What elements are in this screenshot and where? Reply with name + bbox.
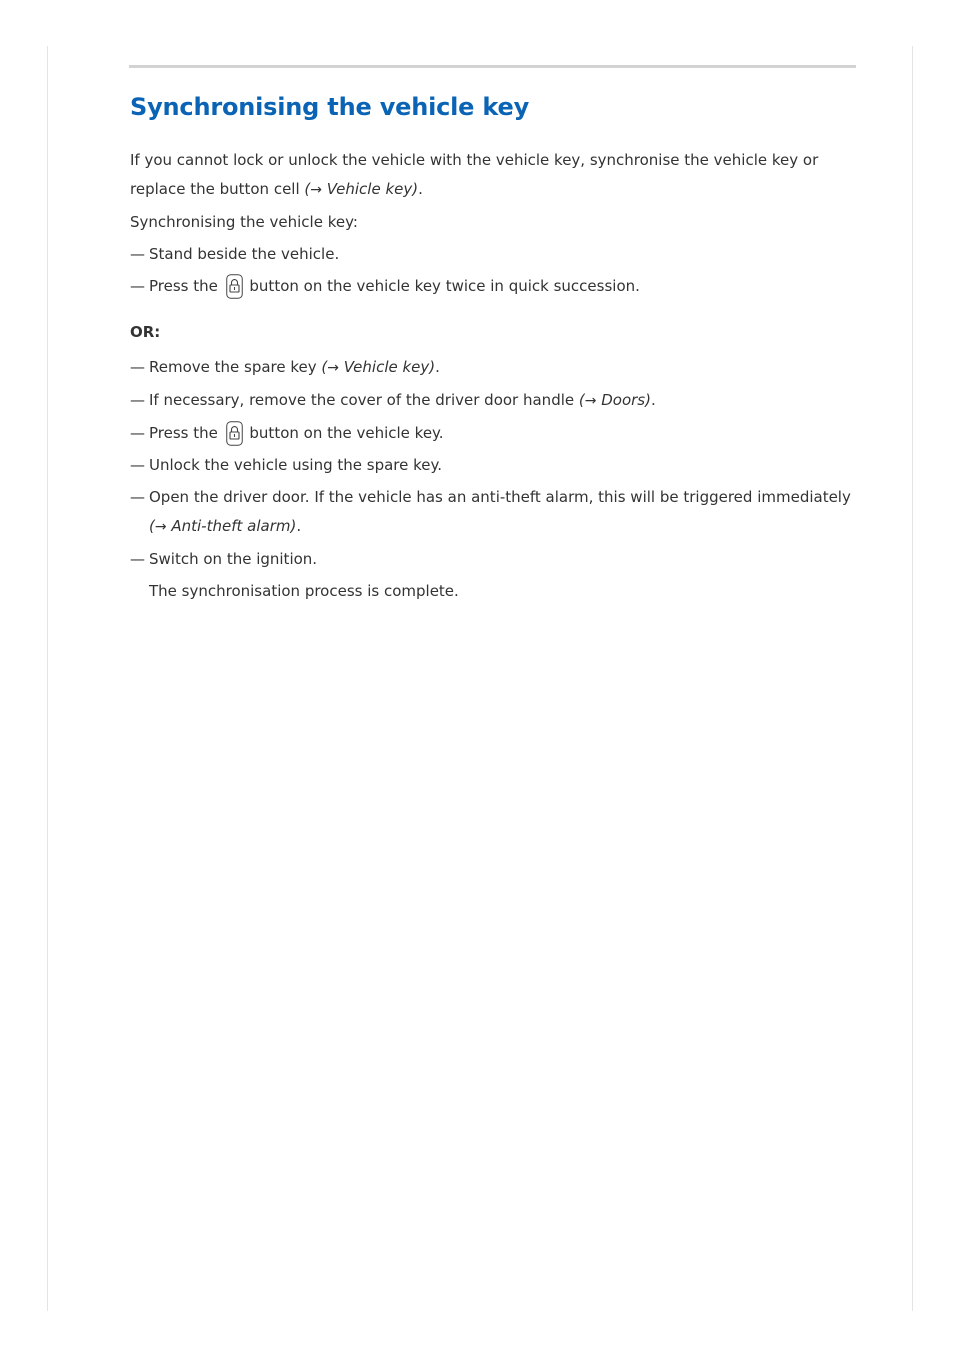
top-rule xyxy=(129,65,856,68)
dash-bullet: — xyxy=(130,245,145,263)
list-item: — Stand beside the vehicle. xyxy=(130,240,860,269)
lock-button-icon xyxy=(226,421,243,446)
list-item: — Switch on the ignition. xyxy=(130,545,860,574)
cross-reference-link[interactable]: (→ Doors) xyxy=(578,391,651,409)
dash-bullet: — xyxy=(130,488,145,506)
dash-bullet: — xyxy=(130,277,145,295)
page-title: Synchronising the vehicle key xyxy=(130,93,530,121)
cross-reference-link[interactable]: (→ Vehicle key) xyxy=(304,180,419,198)
dash-bullet: — xyxy=(130,358,145,376)
dash-bullet: — xyxy=(130,424,145,442)
procedure-lead: Synchronising the vehicle key: xyxy=(130,213,358,231)
list-item: — If necessary, remove the cover of the driver door handle (→ Doors). xyxy=(130,386,860,416)
arrow-right-icon: → xyxy=(327,360,340,376)
result-text: The synchronisation process is complete. xyxy=(149,582,459,600)
intro-text: If you cannot lock or unlock the vehicle with the vehicle key, synchronise the vehicle key or replace the button cell xyxy=(130,151,819,198)
intro-paragraph: If you cannot lock or unlock the vehicle with the vehicle key, synchronise the vehicle key or replace the button cell (→ Vehicle key). xyxy=(130,151,819,198)
arrow-right-icon: → xyxy=(310,182,322,198)
cross-reference-link[interactable]: (→ Vehicle key) xyxy=(321,358,436,376)
left-margin-line xyxy=(47,46,48,1311)
arrow-right-icon: → xyxy=(154,519,167,535)
lock-button-icon xyxy=(226,274,243,299)
dash-bullet: — xyxy=(130,456,145,474)
list-item: — Press the button on the vehicle key. xyxy=(130,419,860,448)
dash-bullet: — xyxy=(130,391,145,409)
list-item: — Unlock the vehicle using the spare key. xyxy=(130,451,860,480)
list-item: — Remove the spare key (→ Vehicle key). xyxy=(130,353,860,383)
list-item: — Press the button on the vehicle key twice in quick succession. xyxy=(130,272,860,301)
page-content xyxy=(130,88,860,606)
or-label: OR: xyxy=(130,323,161,341)
list-item: — Open the driver door. If the vehicle has an anti-theft alarm, this will be triggered immediately (→ Anti-theft alarm). xyxy=(130,483,860,542)
cross-reference-link[interactable]: (→ Anti-theft alarm) xyxy=(149,517,297,535)
arrow-right-icon: → xyxy=(584,393,597,409)
dash-bullet: — xyxy=(130,550,145,568)
right-margin-line xyxy=(912,46,913,1311)
